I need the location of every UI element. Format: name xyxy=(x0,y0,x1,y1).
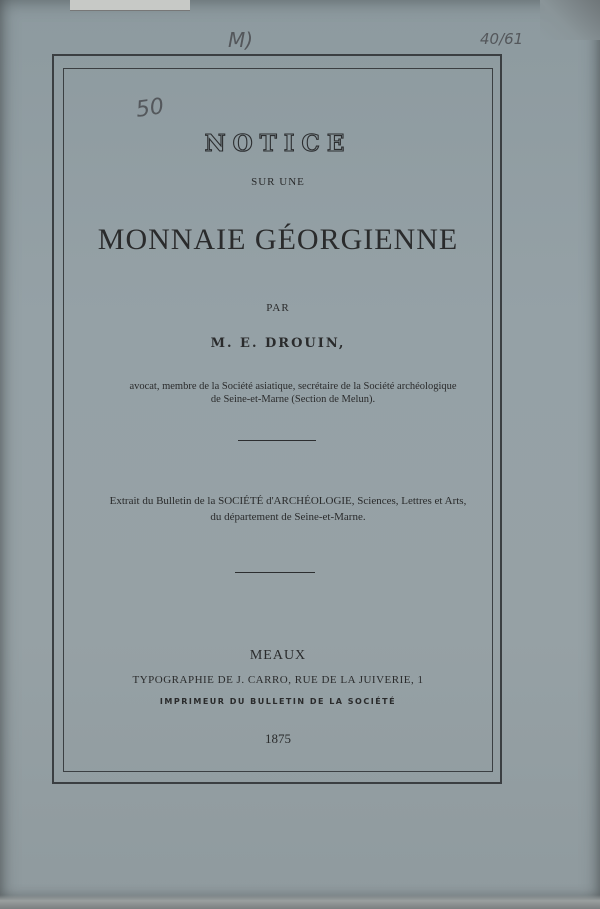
title-page-content xyxy=(63,68,493,772)
extract-line-1: Extrait du Bulletin de la SOCIÉTÉ d'ARCHÉOLOGIE, Sciences, Lettres et Arts, xyxy=(109,495,467,507)
printer-role: IMPRIMEUR DU BULLETIN DE LA SOCIÉTÉ xyxy=(159,697,397,706)
notice-heading: NOTICE xyxy=(204,130,352,157)
publication-city: MEAUX xyxy=(249,648,307,663)
sur-une-text: SUR UNE xyxy=(251,176,305,188)
author-description xyxy=(113,380,473,406)
author-description-line-2: de Seine-et-Marne (Section de Melun). xyxy=(210,394,376,405)
handwritten-catalog-number: 40/61 xyxy=(480,30,524,48)
worn-corner xyxy=(540,0,600,40)
par-text: PAR xyxy=(266,302,290,314)
handwritten-note-margin: 50 xyxy=(134,94,166,123)
author-description-line-1: avocat, membre de la Société asiatique, secrétaire de la Société archéologique xyxy=(129,381,457,392)
torn-paper-strip xyxy=(70,0,190,11)
divider-rule-2 xyxy=(235,572,315,573)
printer-address: TYPOGRAPHIE DE J. CARRO, RUE DE LA JUIVERIE, 1 xyxy=(132,674,424,686)
extract-note xyxy=(103,493,473,525)
publication-year: 1875 xyxy=(265,731,291,746)
page-title: MONNAIE GÉORGIENNE xyxy=(97,223,459,256)
author-name: M. E. DROUIN, xyxy=(210,336,346,351)
divider-rule-1 xyxy=(238,440,316,441)
handwritten-note-top: M) xyxy=(228,28,254,52)
worn-bottom-edge xyxy=(0,895,600,909)
extract-line-2: du département de Seine-et-Marne. xyxy=(210,511,366,523)
